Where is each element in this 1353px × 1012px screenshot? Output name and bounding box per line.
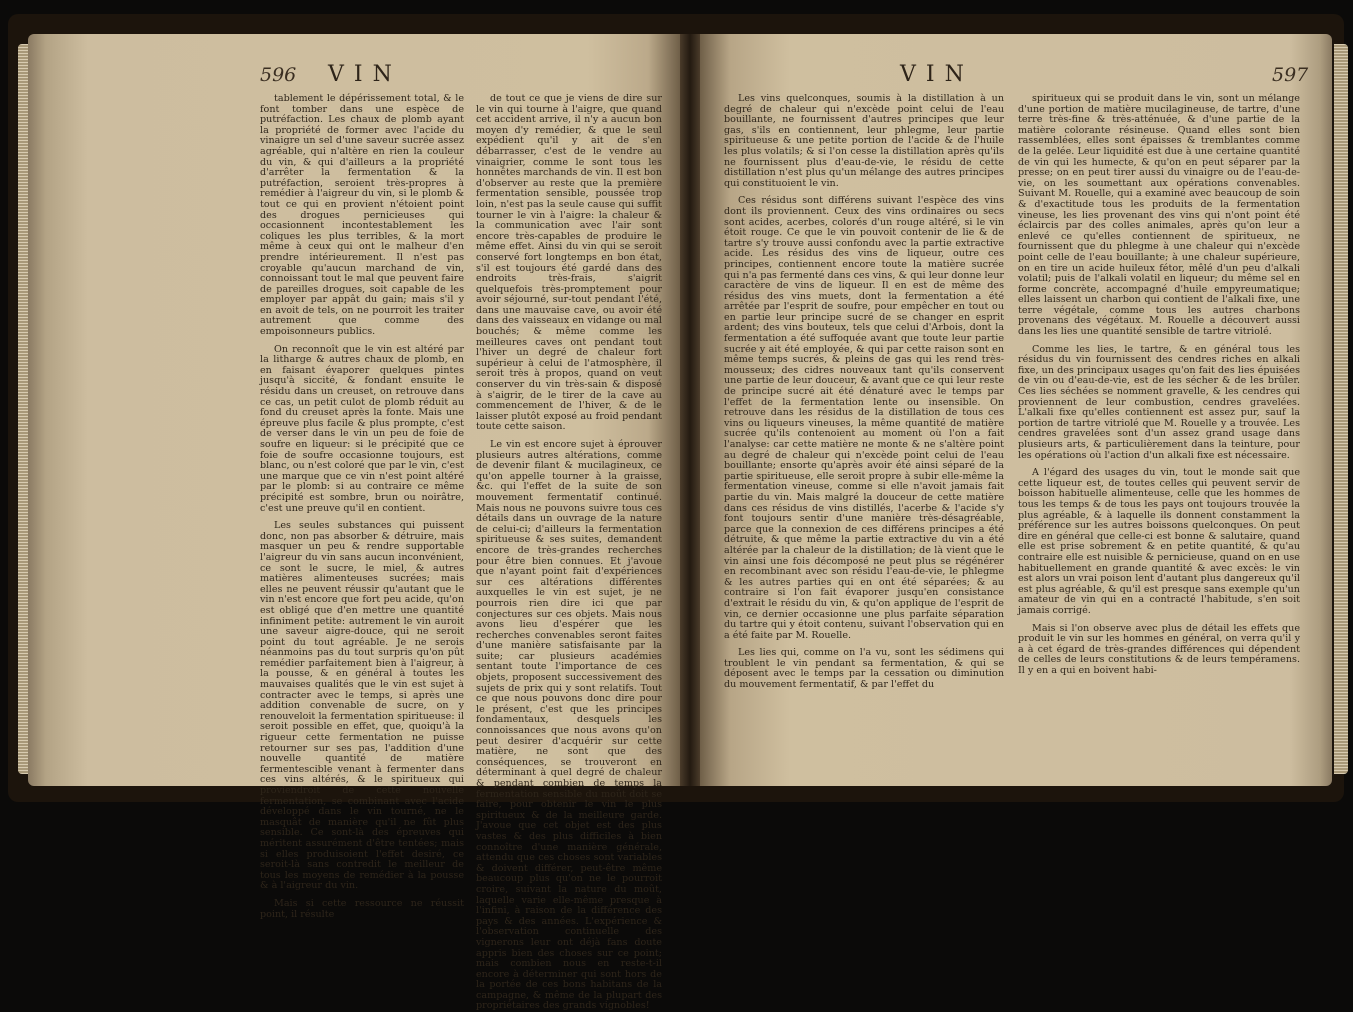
paragraph: Les vins quelconques, soumis à la distillation à un degré de chaleur qui n'excède point celui de l'eau bouillante, ne fournissent d'autres principes que leur gas, s'ils en contiennent, leur phlegme, leur partie spiritueuse & une petite portion de l'acide & de l'huile les plus volatils; & si l'on cesse la distillation après qu'ils ne fournissent plus d'eau-de-vie, le résidu de cette distillation n'est plus qu'un mélange des autres principes qui constituoient le vin. (724, 93, 1004, 189)
right-column-1 (724, 94, 1004, 774)
paragraph: Le vin est encore sujet à éprouver plusieurs autres altérations, comme de devenir filant & mucilagineux, ce qu'on appelle tourner à la graisse, &c. qui l'effet de la suite de son mouvement fermentatif continué. Mais nous ne pouvons suivre tous ces détails dans un ouvrage de la nature de celui-ci; d'ailleurs la fermentation spiritueuse & ses suites, demandent encore de très-grandes recherches pour être bien connues. Et j'avoue que n'ayant point fait d'expériences sur ces altérations différentes auxquelles le vin est sujet, je ne pourrois rien dire ici que par conjectures sur ces objets. Mais nous avons lieu d'espérer que les recherches convenables seront faites d'une manière satisfaisante par la suite; car plusieurs académies sentant toute l'importance de ces objets, proposent successivement des sujets de prix qui y sont relatifs. Tout ce que nous pouvons donc dire pour le présent, c'est que les principes fondamentaux, desquels les connoissances que nous avons qu'on peut desirer d'acquérir sur cette matière, ne sont que des conséquences, se trouveront en déterminant à quel degré de chaleur & pendant combien de temps la fermentation sensible du moût doit se faire, pour obtenir le vin le plus spiritueux & de la meilleure garde. J'avoue que cet objet est des plus vastes & des plus difficiles à bien connoître d'une manière générale, attendu que ces choses sont variables & doivent différer, peut-être même beaucoup plus qu'on ne le pourroit croire, suivant la nature du moût, laquelle varie elle-même presque à l'infini, à raison de la différence des pays & des années. L'expérience & l'observation continuelle des vignerons leur ont déjà fans doute appris bien des choses sur ce point; mais combien nous en reste-t-il encore à déterminer qui sont hors de la portée de ces bons habitans de la campagne, & même de la plupart des propriétaires des grands vignobles! (476, 439, 662, 1012)
paragraph: Les seules substances qui puissent donc, non pas absorber & détruire, mais masquer un peu & rendre supportable l'aigreur du vin sans aucun inconvénient, ce sont le sucre, le miel, & autres matières alimenteuses sucrées; mais elles ne peuvent réussir qu'autant que le vin n'est encore que fort peu acide, qu'on est obligé que d'en mettre une quantité infiniment petite: autrement le vin auroit une saveur aigre-douce, qui ne seroit point du tout agréable. Je ne serois néanmoins pas du tout surpris qu'on pût remédier parfaitement bien à l'aigreur, à la pousse, & en général à toutes les mauvaises qualités que le vin est sujet à contracter avec le temps, si après une addition convenable de sucre, on y renouveloit la fermentation spiritueuse: il seroit possible en effet, que, quoiqu'à la rigueur cette fermentation ne puisse retourner sur ses pas, l'addition d'une nouvelle quantité de matière fermentescible venant à fermenter dans ces vins altérés, & le spiritueux qui proviendroit de cette nouvelle fermentation, se combinant avec l'acide développé dans le vin tourné, ne le masquât de manière qu'il ne fût plus sensible. Ce sont-là des épreuves qui méritent assurément d'être tentées; mais si elles produisoient l'effet desiré, ce seroit-là sans contredit le meilleur de tous les moyens de remédier à la pousse & à l'aigreur du vin. (260, 520, 464, 892)
right-page (700, 34, 1332, 786)
left-page-number: 596 (260, 64, 297, 86)
left-page-header (28, 60, 680, 90)
paragraph: On reconnoît que le vin est altéré par la litharge & autres chaux de plomb, en en faisant évaporer quelques pintes jusqu'à siccité, & fondant ensuite le résidu dans un creuset, on retrouve dans ce cas, un petit culot de plomb réduit au fond du creuset après la fonte. Mais une épreuve plus facile & plus prompte, c'est de verser dans le vin un peu de foie de soufre en liqueur: si le précipité que ce foie de soufre occasionne toujours, est blanc, ou n'est coloré que par le vin, c'est une marque que ce vin n'est point altéré par le plomb: si au contraire ce même précipité est sombre, brun ou noirâtre, c'est une preuve qu'il en contient. (260, 343, 464, 514)
paragraph: Ces résidus sont différens suivant l'espèce des vins dont ils proviennent. Ceux des vins ordinaires ou secs sont acides, acerbes, colorés d'un rouge altéré, si le vin étoit rouge. Ce que le vin pouvoit contenir de lie & de tartre s'y trouve aussi confondu avec la partie extractive acide. Les résidus des vins de liqueur, outre ces principes, contiennent encore toute la matière sucrée qui n'a pas fermenté dans ces vins, & qui leur donne leur caractère de vins de liqueur. Il en est de même des résidus des vins muets, dont la fermentation a été arrêtée par l'esprit de soufre, pour empêcher en tout ou en partie leur principe sucré de se changer en esprit ardent; des vins bouteux, tels que celui d'Arbois, dont la fermentation a été suffoquée avant que toute leur partie sucrée y ait été employée, & qui par cette raison sont en même temps sucrés, & pleins de gas qui les rend très-mousseux; des cidres nouveaux tant qu'ils conservent une partie de leur douceur, & avant que ce qui leur reste de principe sucré ait été dénaturé avec le temps par l'effet de la fermentation lente ou insensible. On retrouve dans les résidus de la distillation de tous ces vins ou liqueurs vineuses, la même quantité de matière sucrée qu'ils contenoient au moment où l'on a fait l'analyse: car cette matière ne monte & ne s'altère point au degré de chaleur qui n'excède point celui de l'eau bouillante; ensorte qu'après avoir été ainsi séparé de la partie spiritueuse, elle seroit propre à subir elle-même la fermentation vineuse, comme si elle n'avoit jamais fait partie du vin. Mais malgré la douceur de cette matière dans ces résidus de vins distillés, l'acerbe & l'acide s'y font toujours sentir d'une manière très-désagréable, parce que la connexion de ces différens principes a été détruite, & que même la partie extractive du vin a été altérée par la chaleur de la distillation; de là vient que le vin ainsi une fois décomposé ne peut plus se régénérer en recombinant avec son résidu l'eau-de-vie, le phlegme & les autres parties qui en ont été séparées; & au contraire si l'on fait évaporer jusqu'en consistance d'extrait le résidu du vin, & qu'on applique de l'esprit de vin, ce dernier occasionne une plus parfaite séparation du tartre qui y étoit contenu, suivant l'observation qui en a été faite par M. Rouelle. (724, 195, 1004, 641)
page-stack-right (1334, 44, 1348, 774)
paragraph: Mais si l'on observe avec plus de détail les effets que produit le vin sur les hommes en général, on verra qu'il y a à cet égard de très-grandes différences qui dépendent de celles de leurs constitutions & de leurs tempéramens. Il y en a qui en boivent habi- (1018, 622, 1300, 676)
paragraph: spiritueux qui se produit dans le vin, sont un mélange d'une portion de matière mucilagineuse, de tartre, d'une terre très-fine & très-atténuée, & d'une partie de la matière colorante résineuse. Quand elles sont bien rassemblées, elles sont épaisses & tremblantes comme de la gelée. Leur liquidité est due à une certaine quantité de vin qui les humecte, & qu'on en peut séparer par la presse; on en peut tirer aussi du vinaigre ou de l'eau-de-vie, on les soumettant aux opérations convenables. Suivant M. Rouelle, qui a examiné avec beaucoup de soin & d'exactitude tous les produits de la fermentation vineuse, les lies provenant des vins qui n'ont point été éclaircis par des colles animales, après qu'on leur a enlevé ce qu'elles contiennent de spiritueux, ne fournissent que du phlegme à une chaleur qui n'excède point celle de l'eau bouillante; à une chaleur supérieure, on en tire un acide huileux fétor, mêlé d'un peu d'alkali volatil; puis de l'alkali volatil en liqueur; du même sel en forme concrète, accompagné d'huile empyreumatique; elles laissent un charbon qui contient de l'alkali fixe, une terre végétale, comme tous les autres charbons provenans des végétaux. M. Rouelle a découvert aussi dans les lies une quantité sensible de tartre vitriolé. (1018, 93, 1300, 338)
paragraph: Les lies qui, comme on l'a vu, sont les sédimens qui troublent le vin pendant sa fermentation, & qui se déposent avec le temps par la cessation ou diminution du mouvement fermentatif, & par l'effet du (724, 647, 1004, 691)
open-book (8, 14, 1344, 1012)
left-column-1 (260, 93, 464, 920)
paragraph: Mais si cette ressource ne réussit point, il résulte (260, 897, 464, 920)
left-page (28, 34, 680, 1012)
paragraph: Comme les lies, le tartre, & en général tous les résidus du vin fournissent des cendres riches en alkali fixe, un des principaux usages qu'on fait des lies épuisées de vin ou d'eau-de-vie, est de les sécher & de les brûler. Ces lies séchées se nomment gravelle, & les cendres qui proviennent de leur combustion, cendres gravelées. L'alkali fixe qu'elles contiennent est assez pur, sauf la portion de tartre vitriolé que M. Rouelle y a trouvée. Les cendres gravelées sont d'un assez grand usage dans plusieurs arts, & particulièrement dans la teinture, pour les opérations où l'action d'un alkali fixe est nécessaire. (1018, 343, 1300, 461)
left-running-title: VIN (328, 62, 402, 87)
paragraph: A l'égard des usages du vin, tout le monde sait que cette liqueur est, de toutes celles qui peuvent servir de boisson habituelle alimenteuse, celle que les hommes de tous les temps & de tous les pays ont toujours trouvée la plus agréable, & à laquelle ils donnent constamment la préférence sur les autres boissons quelconques. On peut dire en général que celle-ci est bonne & salutaire, quand elle est prise sobrement & en petite quantité, & qu'au contraire elle est nuisible & pernicieuse, quand on en use habituellement en grande quantité & avec excès: le vin est alors un vrai poison lent d'autant plus dangereux qu'il est plus agréable, & qu'il est presque sans exemple qu'un amateur de vin qui en a contracté l'habitude, s'en soit jamais corrigé. (1018, 467, 1300, 616)
right-page-header (700, 60, 1332, 90)
paragraph: tablement le dépérissement total, & le font tomber dans une espèce de putréfaction. Les chaux de plomb ayant la propriété de former avec l'acide du vinaigre un sel d'une saveur sucrée assez agréable, qui n'altère en rien la couleur du vin, & qui d'ailleurs a la propriété d'arrêter la fermentation & la putréfaction, seroient très-propres à remédier à l'aigreur du vin, si le plomb & tout ce qui en provient n'étoient point des drogues pernicieuses qui occasionnent incontestablement les coliques les plus terribles, & la mort même à ceux qui ont le malheur d'en prendre intérieurement. Il n'est pas croyable qu'aucun marchand de vin, connoissant tout le mal que peuvent faire de pareilles drogues, soit capable de les employer par appât du gain; mais s'il y en avoit de tels, on ne pourroit les traiter autrement que comme des empoisonneurs publics. (260, 93, 464, 338)
right-column-2 (1018, 94, 1300, 774)
paragraph: de tout ce que je viens de dire sur le vin qui tourne à l'aigre, que quand cet accident arrive, il n'y a aucun bon moyen d'y remédier, & que le seul expédient qu'il y ait de s'en débarrasser, c'est de le vendre au vinaigrier, comme le sont tous les honnêtes marchands de vin. Il est bon d'observer au reste que la première fermentation sensible, poussée trop loin, n'est pas la seule cause qui suffit tourner le vin à l'aigre: la chaleur & la communication avec l'air sont encore très-capables de produire le même effet. Ainsi du vin qui se seroit conservé fort longtemps en bon état, s'il est toujours été gardé dans des endroits très-frais, s'aigrit quelquefois très-promptement pour avoir séjourné, sur-tout pendant l'été, dans une mauvaise cave, ou avoir été dans des vaisseaux en vidange ou mal bouchés; & même comme les meilleures caves ont pendant tout l'hiver un degré de chaleur fort supérieur à celui de l'atmosphère, il seroit très à propos, quand on veut conserver du vin très-sain & disposé à s'aigrir, de le tirer de la cave au commencement de l'hiver, & de le laisser plutôt exposé au froid pendant toute cette saison. (476, 93, 662, 433)
book-gutter (680, 34, 700, 786)
right-running-title: VIN (900, 62, 974, 87)
right-page-number: 597 (1272, 64, 1309, 86)
left-column-2 (476, 93, 662, 1012)
